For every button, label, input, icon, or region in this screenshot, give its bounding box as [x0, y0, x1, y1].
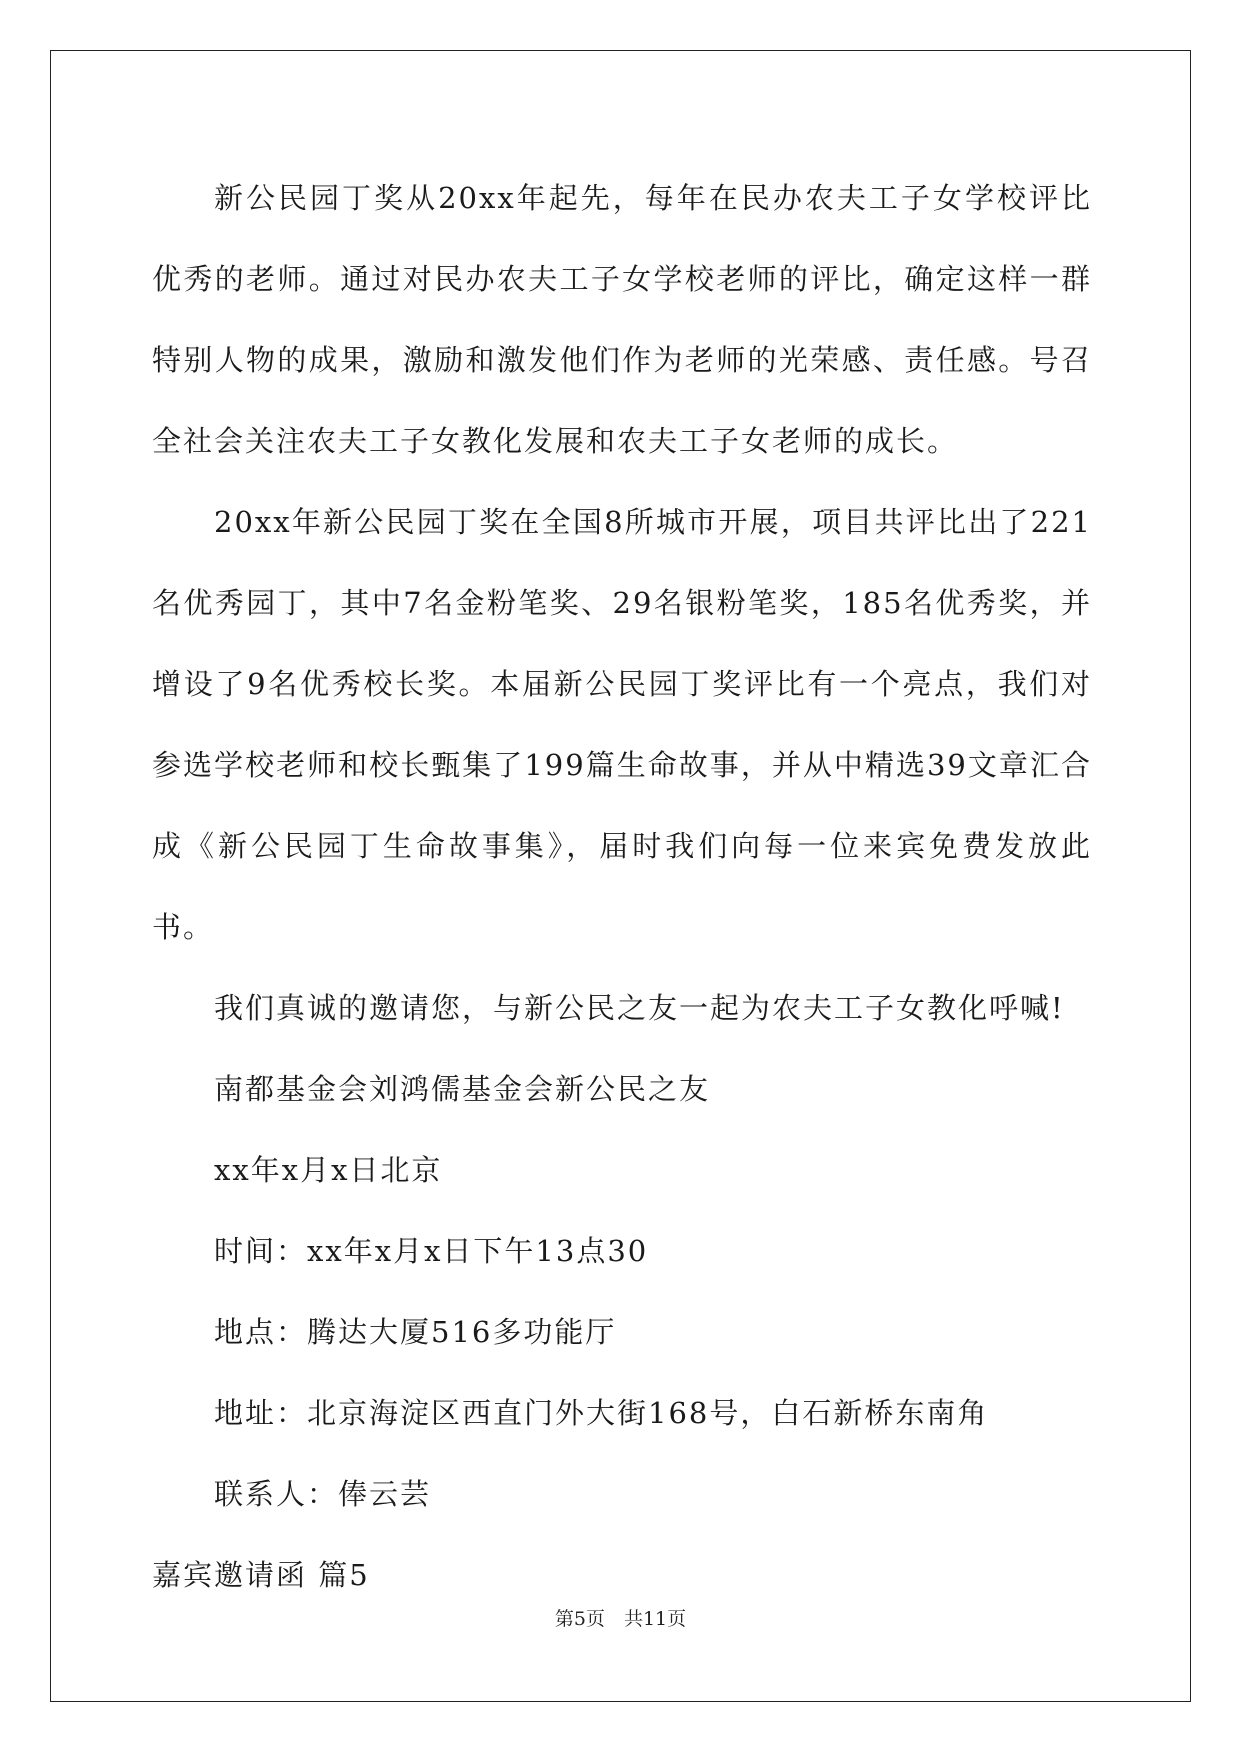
date-place-line: xx年x月x日北京 [214, 1153, 443, 1187]
page-number-footer: 第5页 共11页 [554, 1608, 687, 1630]
contact-line: 联系人：俸云芸 [214, 1477, 432, 1511]
paragraph-award-intro: 新公民园丁奖从20xx年起先，每年在民办农夫工子女学校评比优秀的老师。通过对民办农夫工子女学校老师的评比，确定这样一群特别人物的成果，激励和激发他们作为老师的光荣感、责任感。号召全社会关注农夫工子女教化发展和农夫工子女老师的成长。 [152, 181, 1092, 458]
section-heading: 嘉宾邀请函 篇5 [152, 1558, 370, 1592]
invitation-line: 我们真诚的邀请您，与新公民之友一起为农夫工子女教化呼喊! [214, 991, 1065, 1025]
document-body [152, 158, 1092, 1616]
paragraph-award-details: 20xx年新公民园丁奖在全国8所城市开展，项目共评比出了221名优秀园丁，其中7名金粉笔奖、29名银粉笔奖，185名优秀奖，并增设了9名优秀校长奖。本届新公民园丁奖评比有一个亮点，我们对参选学校老师和校长甄集了199篇生命故事，并从中精选39文章汇合成《新公民园丁生命故事集》，届时我们向每一位来宾免费发放此书。 [152, 505, 1092, 944]
organizers-line: 南都基金会刘鸿儒基金会新公民之友 [214, 1072, 711, 1106]
time-line: 时间：xx年x月x日下午13点30 [214, 1234, 649, 1268]
address-line: 地址：北京海淀区西直门外大街168号，白石新桥东南角 [214, 1396, 989, 1430]
venue-line: 地点：腾达大厦516多功能厅 [214, 1315, 617, 1349]
